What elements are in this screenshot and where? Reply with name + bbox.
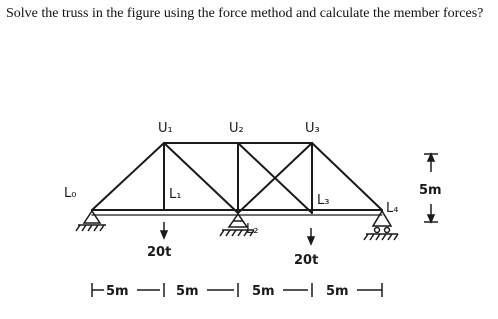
label-L1: L₁: [169, 187, 182, 202]
load-label-L3: 20t: [294, 253, 319, 268]
label-L4: L₄: [386, 201, 399, 216]
load-arrow-L3: [308, 228, 314, 244]
problem-statement: Solve the truss in the figure using the force method and calculate the member forces?: [6, 6, 484, 21]
panel-width-1: 5m: [106, 284, 129, 299]
label-L0: L₀: [64, 186, 77, 201]
panel-width-2: 5m: [176, 284, 199, 299]
panel-width-4: 5m: [326, 284, 349, 299]
label-U3: U₃: [305, 121, 320, 136]
member-U1-L2: [164, 143, 238, 213]
load-label-L1: 20t: [147, 245, 172, 260]
height-label: 5m: [419, 183, 442, 198]
load-arrow-L1: [161, 222, 167, 238]
member-L0-U1: [92, 143, 164, 210]
label-U1: U₁: [158, 121, 173, 136]
label-L3: L₃: [317, 193, 330, 208]
left-support: [76, 211, 106, 231]
panel-width-3: 5m: [252, 284, 275, 299]
label-L2: L₂: [246, 222, 259, 237]
label-U2: U₂: [229, 121, 244, 136]
